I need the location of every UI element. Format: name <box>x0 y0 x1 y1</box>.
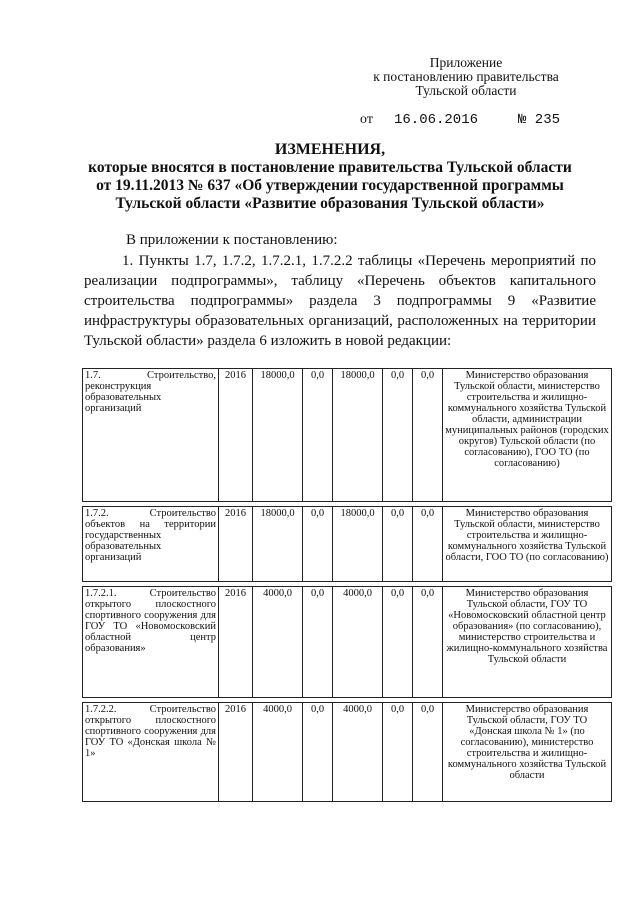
cell-responsible: Министерство образования Тульской области, ГОУ ТО «Донская школа № 1» (по согласованию), министерство строительства и жилищно-коммунального хозяйства Тульской области <box>443 702 612 802</box>
title-line-3: Тульской области «Развитие образования Тульской области» <box>115 195 545 212</box>
cell-other: 0,0 <box>413 586 443 698</box>
measures-table <box>82 364 612 806</box>
title-line-2: от 19.11.2013 № 637 «Об утверждении государственной программы <box>96 177 564 194</box>
resolution-date: 16.06.2016 <box>394 112 479 128</box>
cell-municipal: 0,0 <box>383 586 413 698</box>
cell-municipal: 0,0 <box>383 368 413 502</box>
cell-responsible: Министерство образования Тульской области, министерство строительства и жилищно-коммунального хозяйства Тульской области, ГОО ТО (по согласованию) <box>443 506 612 582</box>
appendix-line-2: к постановлению правительства <box>373 69 559 84</box>
resolution-dateline <box>360 112 580 128</box>
document-title <box>60 141 600 213</box>
cell-year: 2016 <box>219 506 253 582</box>
date-prefix: от <box>360 112 373 127</box>
cell-total: 4000,0 <box>253 702 303 802</box>
cell-municipal: 0,0 <box>383 506 413 582</box>
table-row <box>82 586 612 698</box>
cell-year: 2016 <box>219 368 253 502</box>
table-row <box>82 368 612 502</box>
cell-total: 18000,0 <box>253 506 303 582</box>
cell-regional: 4000,0 <box>333 586 383 698</box>
cell-responsible: Министерство образования Тульской области, министерство строительства и жилищно-коммунального хозяйства Тульской области, администрации муниципальных районов (городских округов) Тульской области (по согласованию), ГОО ТО (по согласованию) <box>443 368 612 502</box>
cell-other: 0,0 <box>413 506 443 582</box>
cell-regional: 18000,0 <box>333 506 383 582</box>
title-line-1: которые вносятся в постановление правительства Тульской области <box>88 159 572 176</box>
cell-name: 1.7. Строительство, реконструкция образовательных организаций <box>82 368 219 502</box>
cell-name: 1.7.2.1. Строительство открытого плоскостного спортивного сооружения для ГОУ ТО «Новомосковский областной центр образования» <box>82 586 219 698</box>
cell-federal: 0,0 <box>303 368 333 502</box>
cell-regional: 18000,0 <box>333 368 383 502</box>
title-heading: ИЗМЕНЕНИЯ, <box>274 141 386 158</box>
cell-responsible: Министерство образования Тульской области, ГОУ ТО «Новомосковский областной центр образования» (по согласованию), министерство строительства и жилищно-коммунального хозяйства Тульской области <box>443 586 612 698</box>
cell-name: 1.7.2. Строительство объектов на территории государственных образовательных организаций <box>82 506 219 582</box>
cell-name: 1.7.2.2. Строительство открытого плоскостного спортивного сооружения для ГОУ ТО «Донская школа № 1» <box>82 702 219 802</box>
cell-federal: 0,0 <box>303 506 333 582</box>
cell-other: 0,0 <box>413 702 443 802</box>
appendix-line-3: Тульской области <box>415 83 517 98</box>
cell-year: 2016 <box>219 702 253 802</box>
cell-total: 18000,0 <box>253 368 303 502</box>
appendix-block <box>352 56 580 98</box>
intro-paragraph: В приложении к постановлению: <box>126 232 338 248</box>
resolution-number: № 235 <box>518 112 561 128</box>
cell-regional: 4000,0 <box>333 702 383 802</box>
item-1-paragraph: 1. Пункты 1.7, 1.7.2, 1.7.2.1, 1.7.2.2 таблицы «Перечень мероприятий по реализации подпрограммы», таблицу «Перечень объектов капитального строительства подпрограммы» раздела 3 подпрограммы 9 «Развитие инфраструктуры образовательных организаций, расположенных на территории Тульской области» раздела 6 изложить в новой редакции: <box>84 253 596 349</box>
cell-federal: 0,0 <box>303 586 333 698</box>
cell-year: 2016 <box>219 586 253 698</box>
table-row <box>82 506 612 582</box>
appendix-line-1: Приложение <box>429 55 503 70</box>
cell-total: 4000,0 <box>253 586 303 698</box>
cell-federal: 0,0 <box>303 702 333 802</box>
cell-municipal: 0,0 <box>383 702 413 802</box>
cell-other: 0,0 <box>413 368 443 502</box>
table-row <box>82 702 612 802</box>
table-body <box>82 368 612 802</box>
